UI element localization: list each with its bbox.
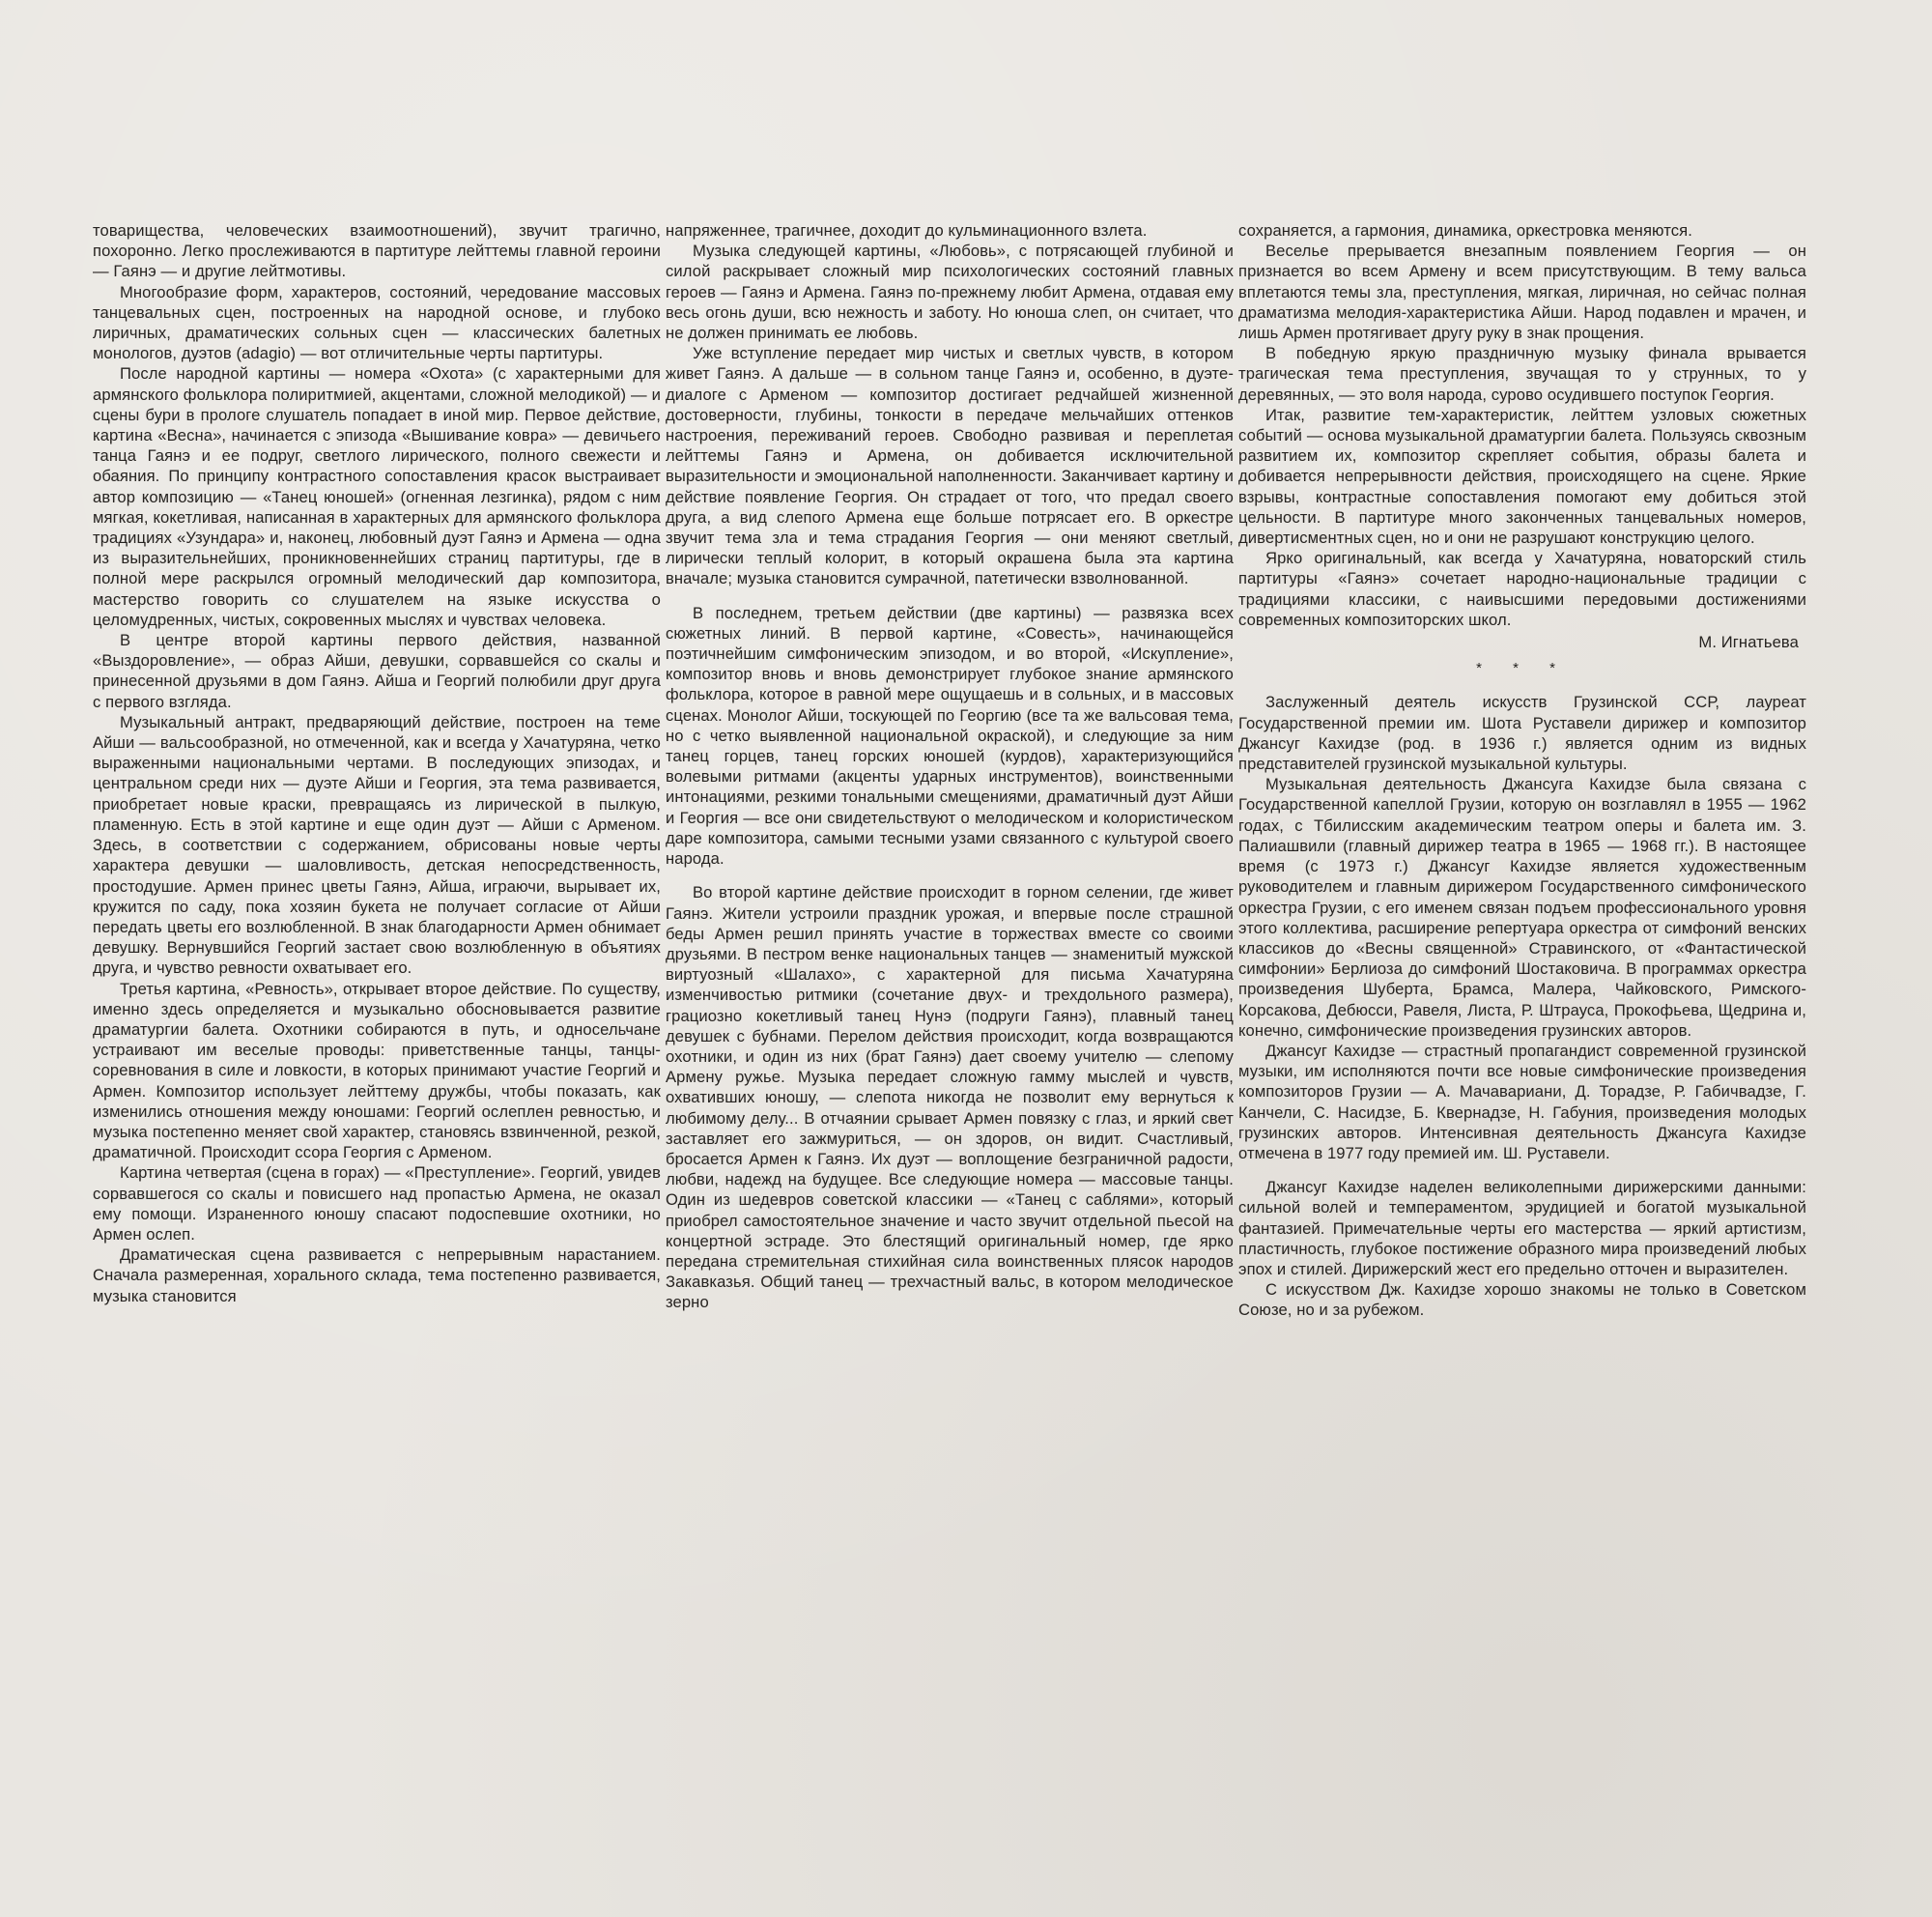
text-column-3 xyxy=(1238,220,1806,1321)
paragraph: В центре второй картины первого действия, названной «Выздоровление», — образ Айши, девушки, сорвавшейся со скалы и принесенной друзьями в дом Гаянэ. Айша и Георгий полюбили друг друга с первого взгляда. xyxy=(93,631,661,711)
paragraph: Многообразие форм, характеров, состояний, чередование массовых танцевальных сцен, построенных на народной основе, и глубоко лиричных, драматических сольных сцен — классических балетных монологов, дуэтов (adagio) — вот отличительные черты партитуры. xyxy=(93,282,661,363)
paragraph: Во второй картине действие происходит в горном селении, где живет Гаянэ. Жители устроили праздник урожая, и впервые после страшной беды Армен решил принять участие в торжествах вместе со своими друзьями. В пестром венке национальных танцев — знаменитый мужской виртуозный «Шалахо», с характерной для письма Хачатуряна изменчивостью ритмики (сочетание двух- и трехдольного размера), грациозно кокетливый танец Нунэ (подруги Гаянэ), плавный танец девушек с бубнами. Перелом действия происходит, когда возвращаются охотники, и один из них (брат Гаянэ) дает своему учителю — слепому Армену ружье. Музыка передает сложную гамму мыслей и чувств, охвативших юношу, — слепота никогда не позволит ему вернуться к любимому делу... В отчаянии срывает Армен повязку с глаз, и яркий свет заставляет его зажмуриться, — он здоров, он видит. Счастливый, бросается Армен к Гаянэ. Их дуэт — воплощение безграничной радости, любви, надежд на будущее. Все следующие номера — массовые танцы. Один из шедевров советской классики — «Танец с саблями», который приобрел самостоятельное значение и часто звучит отдельной пьесой на концертной эстраде. Это блестящий оригинальный номер, где ярко передана стремительная стихийная сила воинственных плясок народов Закавказья. Общий танец — трехчастный вальс, в котором мелодическое зерно xyxy=(666,883,1234,1312)
paragraph: товарищества, человеческих взаимоотношений), звучит трагично, похоронно. Легко прослеживаются в партитуре лейттемы главной героини — Гаянэ — и другие лейтмотивы. xyxy=(93,221,661,281)
paragraph: Третья картина, «Ревность», открывает второе действие. По существу, именно здесь определяется и музыкально обосновывается развитие драматургии балета. Охотники собираются в путь, и односельчане устраивают им веселые проводы: приветственные танцы, танцы-соревнования в силе и ловкости, в которых принимают участие Георгий и Армен. Композитор использует лейттему дружбы, чтобы показать, как изменились отношения между юношами: Георгий ослеплен ревностью, и музыка постепенно меняет свой характер, становясь взвинченной, резкой, драматичной. Происходит ссора Георгия с Арменом. xyxy=(93,979,661,1162)
paragraph: Джансуг Кахидзе наделен великолепными дирижерскими данными: сильной волей и темпераментом, эрудицией и богатой музыкальной фантазией. Примечательные черты его мастерства — яркий артистизм, пластичность, глубокое постижение образного мира произведений любых эпох и стилей. Дирижерский жест его предельно отточен и выразителен. xyxy=(1238,1178,1806,1278)
paragraph: В победную яркую праздничную музыку финала врывается трагическая тема преступления, звучащая то у струнных, то у деревянных, — это воля народа, сурово осудившего поступок Георгия. xyxy=(1238,344,1806,404)
paragraph: После народной картины — номера «Охота» (с характерными для армянского фольклора полиритмией, акцентами, сложной мелодикой) — и сцены бури в прологе слушатель попадает в иной мир. Первое действие, картина «Весна», начинается с эпизода «Вышивание ковра» — девичьего танца Гаянэ и ее подруг, светлого лирического, полного свежести и обаяния. По принципу контрастного сопоставления красок выстраивает автор композицию — «Танец юношей» (огненная лезгинка), рядом с ним мягкая, кокетливая, написанная в характерных для армянского фольклора традициях «Узундара» и, наконец, любовный дуэт Гаянэ и Армена — одна из выразительнейших, проникновеннейших страниц партитуры, где в полной мере раскрылся огромный мелодический дар композитора, мастерство говорить со слушателем на языке искусства о целомудренных, чистых, сокровенных мыслях и чувствах человека. xyxy=(93,364,661,629)
author-signature: М. Игнатьева xyxy=(1698,633,1799,652)
paragraph: Уже вступление передает мир чистых и светлых чувств, в котором живет Гаянэ. А дальше — в сольном танце Гаянэ и, особенно, в дуэте-диалоге с Арменом — композитор достигает редчайшей жизненной достоверности, глубины, тонкости в передаче мельчайших оттенков настроения, переживаний героев. Свободно развивая и переплетая лейттемы Гаянэ и Армена, он добивается исключительной выразительности и эмоциональной наполненности. Заканчивает картину и действие появление Георгия. Он страдает от того, что предал своего друга, а вид слепого Армена еще больше потрясает его. В оркестре звучит тема зла и тема страдания Георгия — они меняют светлый, лирически теплый колорит, в который окрашена была эта картина вначале; музыка становится сумрачной, патетически взволнованной. xyxy=(666,344,1234,588)
paragraph: Заслуженный деятель искусств Грузинской ССР, лауреат Государственной премии им. Шота Руставели дирижер и композитор Джансуг Кахидзе (род. в 1936 г.) является одним из видных представителей грузинской музыкальной культуры. xyxy=(1238,693,1806,774)
paragraph: сохраняется, а гармония, динамика, оркестровка меняются. xyxy=(1238,221,1692,240)
text-column-1 xyxy=(93,220,661,1306)
paragraph: Музыкальный антракт, предваряющий действие, построен на теме Айши — вальсообразной, но отмеченной, как и всегда у Хачатуряна, четко выраженными национальными чертами. В последующих эпизодах, и центральном среди них — дуэте Айши и Георгия, эта тема развивается, приобретает новые краски, превращаясь из лирической в пылкую, пламенную. Есть в этой картине и еще один дуэт — Айши с Арменом. Здесь, в соответствии с содержанием, обрисованы новые черты характера девушки — шаловливость, детская непосредственность, простодушие. Армен принес цветы Гаянэ, Айша, играючи, вырывает их, кружится по саду, пока хозяин букета не получает согласие от Айши передать цветы его возлюбленной. В знак благодарности Армен обнимает девушку. Вернувшийся Георгий застает свою возлюбленную в объятиях друга, и чувство ревности охватывает его. xyxy=(93,712,661,978)
paragraph: Музыкальная деятельность Джансуга Кахидзе была связана с Государственной капеллой Грузии, которую он возглавлял в 1955 — 1962 годах, с Тбилисским академическим театром оперы и балета им. З. Палиашвили (главный дирижер театра в 1965 — 1968 гг.). В настоящее время (с 1973 г.) Джансуг Кахидзе является художественным руководителем и главным дирижером Государственного симфонического оркестра Грузии, с его именем связан подъем профессионального уровня этого коллектива, расширение репертуара оркестра от симфоний венских классиков до «Весны священной» Стравинского, от «Фантастической симфонии» Берлиоза до симфоний Шостаковича. В программах оркестра произведения Шуберта, Брамса, Малера, Чайковского, Римского-Корсакова, Дебюсси, Равеля, Листа, Р. Штрауса, Прокофьева, Щедрина и, конечно, симфонические произведения грузинских авторов. xyxy=(1238,775,1806,1040)
paragraph: Джансуг Кахидзе — страстный пропагандист современной грузинской музыки, им исполняются почти все новые симфонические произведения композиторов Грузии — А. Мачавариани, Д. Торадзе, Р. Габичвадзе, Г. Канчели, С. Насидзе, Б. Квернадзе, Н. Габуния, произведения молодых грузинских авторов. Интенсивная деятельность Джансуга Кахидзе отмечена в 1977 году премией им. Ш. Руставели. xyxy=(1238,1041,1806,1162)
paragraph: Драматическая сцена развивается с непрерывным нарастанием. Сначала размеренная, хорального склада, тема постепенно развивается, музыка становится xyxy=(93,1245,661,1305)
paragraph: В последнем, третьем действии (две картины) — развязка всех сюжетных линий. В первой картине, «Совесть», начинающейся поэтичнейшим симфоническим эпизодом, и во второй, «Искупление», композитор вновь и вновь демонстрирует глубокое знание армянского фольклора, которое в равной мере ощущаешь и в сольных, и в массовых сценах. Монолог Айши, тоскующей по Георгию (все та же вальсовая тема, но с четко выявленной национальной окраской), и следующие за ним танец горцев, танец горских юношей (курдов), характеризующийся волевыми ритмами (акценты ударных инструментов), воинственными интонациями, резкими тональными смещениями, драматичный дуэт Айши и Георгия — все они свидетельствуют о мелодическом и колористическом даре композитора, самыми тесными узами связанного с культурой своего народа. xyxy=(666,603,1234,869)
paragraph: Итак, развитие тем-характеристик, лейттем узловых сюжетных событий — основа музыкальной драматургии балета. Пользуясь сквозным развитием их, композитор скрепляет события, образы балета и добивается непрерывности действия, происходящего на сцене. Яркие взрывы, контрастные сопоставления помогают ему добиться этой цельности. В партитуре много законченных танцевальных номеров, дивертисментных сцен, но и они не разрушают конструкцию целого. xyxy=(1238,405,1806,548)
section-separator: * * * xyxy=(1476,660,1569,677)
paragraph: Ярко оригинальный, как всегда у Хачатуряна, новаторский стиль партитуры «Гаянэ» сочетает народно-национальные традиции с традициями классики, с наивысшими передовыми достижениями современных композиторских школ. xyxy=(1238,549,1806,629)
paragraph: Музыка следующей картины, «Любовь», с потрясающей глубиной и силой раскрывает сложный мир психологических состояний главных героев — Гаянэ и Армена. Гаянэ по-прежнему любит Армена, отдавая ему весь огонь души, всю нежность и заботу. Но юноша слеп, он считает, что не должен принимать ее любовь. xyxy=(666,242,1234,343)
paragraph: напряженнее, трагичнее, доходит до кульминационного взлета. xyxy=(666,221,1148,240)
paragraph: Картина четвертая (сцена в горах) — «Преступление». Георгий, увидев сорвавшегося со скалы и повисшего над пропастью Армена, не оказал ему помощи. Израненного юношу спасают подоспевшие охотники, но Армен ослеп. xyxy=(93,1163,661,1244)
paragraph: С искусством Дж. Кахидзе хорошо знакомы не только в Советском Союзе, но и за рубежом. xyxy=(1238,1280,1806,1320)
paragraph: Веселье прерывается внезапным появлением Георгия — он признается во всем Армену и всем присутствующим. В тему вальса вплетаются темы зла, преступления, мягкая, лиричная, но сейчас полная драматизма мелодия-характеристика Айши. Народ подавлен и мрачен, и лишь Армен протягивает другу руку в знак прощения. xyxy=(1238,242,1806,343)
text-column-2 xyxy=(666,220,1234,1313)
